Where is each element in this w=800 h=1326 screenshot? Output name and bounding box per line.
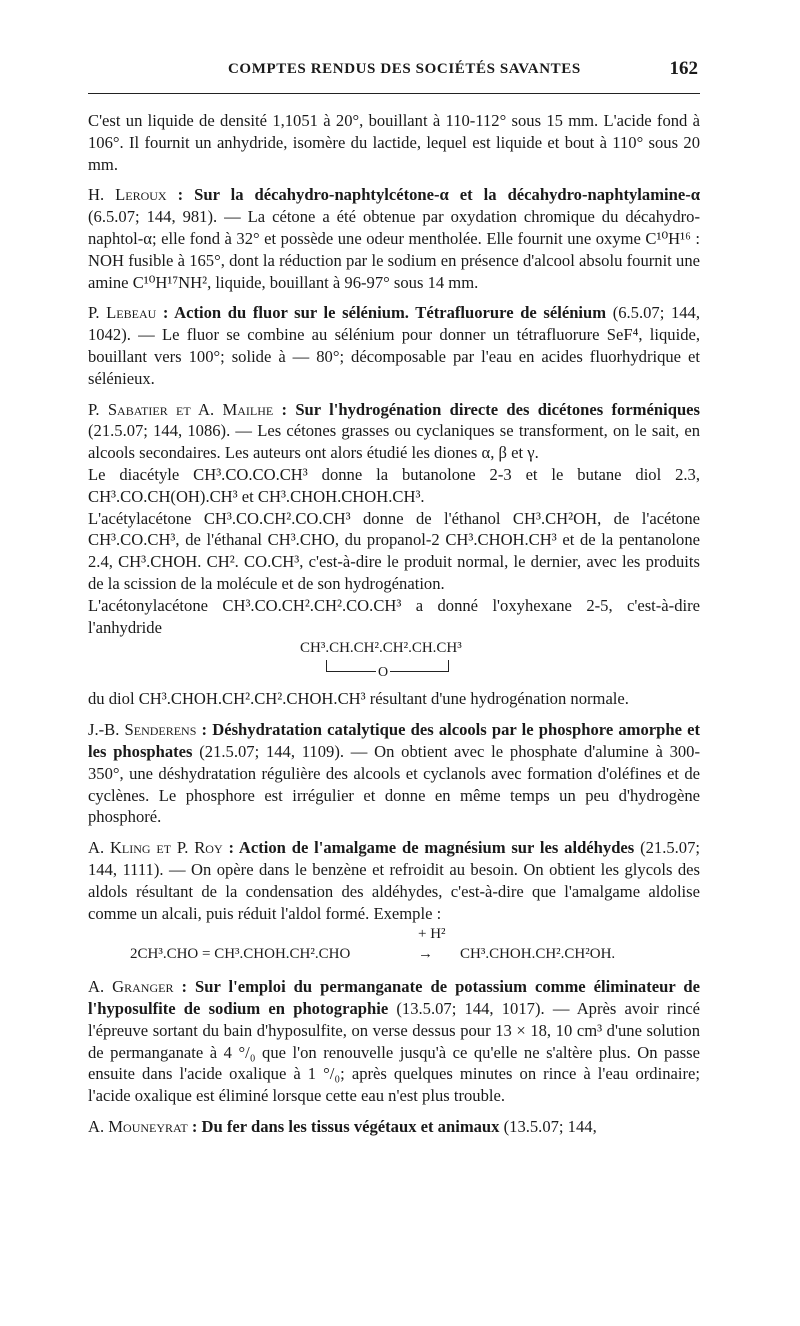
entry-kling-roy xyxy=(88,837,700,924)
entry-text: — La cétone a été obtenue par oxydation chromique du décahydro-naphtol-α; elle fond à 32° et possède une odeur mentholée. Elle fournit une oxyme C¹⁰H¹⁶ : NOH fusible à 165°, dont la réduction par le sodium en présence d'alcool absolu fournit une amine C¹⁰H¹⁷NH², liquide, bouillant à 96-97° sous 14 mm. xyxy=(88,207,700,292)
header-rule xyxy=(88,93,700,94)
page-header xyxy=(88,58,700,84)
entry-title: : Déshydratation catalytique des alcools par le phosphore amorphe et les phosphates xyxy=(88,720,700,761)
entry-author: A. Kling et P. Roy xyxy=(88,838,223,858)
entry-text: — On opère dans le benzène et refroidit au besoin. On obtient les glycols des aldols résultant de la condensation des aldéhydes, c'est-à-dire que l'amalgame aldolise comme un alcali, puis réduit l'aldol formé. Exemple : xyxy=(88,859,700,923)
running-title: COMPTES RENDUS DES SOCIÉTÉS SAVANTES xyxy=(228,61,581,77)
entry-mouneyrat xyxy=(88,1116,700,1138)
entry-leroux xyxy=(88,184,700,293)
entry-ref: (21.5.07; 144, 1086). xyxy=(88,421,231,441)
entry-author: J.-B. Senderens xyxy=(88,720,197,740)
entry-title: : Du fer dans les tissus végétaux et animaux xyxy=(187,1117,500,1137)
entry-text: — On obtient avec le phosphate d'alumine à 300-350°, une déshydratation régulière des alcools et cyclanols avec formation d'oléfines et de cyclènes. Le phosphore est irrégulier et donne en même temps un peu d'hydrogène phosphoré. xyxy=(88,741,700,827)
entry-author: P. Sabatier et A. Mailhe xyxy=(88,399,274,419)
entry-author: A. Granger xyxy=(88,977,174,997)
entry-author: A. Mouneyrat xyxy=(88,1117,188,1137)
page-number: 162 xyxy=(669,58,698,79)
entry-ref: (21.5.07; 144, 1111). xyxy=(88,838,700,879)
reaction-reagent: + H² xyxy=(418,926,446,943)
article-body xyxy=(88,110,700,1147)
entry-author: P. Lebeau xyxy=(88,303,157,323)
entry-text: — Les cétones grasses ou cyclaniques se transforment, on le sait, en alcools secondaires. Les auteurs ont alors étudié les diones α, β et γ. xyxy=(88,421,700,463)
entry-title: : Action du fluor sur le sélénium. Tétrafluorure de sélénium xyxy=(156,303,607,323)
reaction-right: CH³.CHOH.CH².CH²OH. xyxy=(460,946,616,963)
entry-title: : Sur la décahydro-naphtylcétone-α et la décahydro-naphtylamine-α xyxy=(166,185,701,205)
entry-senderens xyxy=(88,719,700,828)
entry-title: : Action de l'amalgame de magnésium sur les aldéhydes xyxy=(222,838,635,858)
anhydride-structure xyxy=(88,638,700,682)
sabatier-paragraph-2: Le diacétyle CH³.CO.CO.CH³ donne la butanolone 2-3 et le butane diol 2.3, CH³.CO.CH(OH).CH³ et CH³.CHOH.CHOH.CH³. xyxy=(88,464,700,506)
entry-ref: (13.5.07; 144, xyxy=(499,1117,597,1137)
reaction-left: 2CH³.CHO = CH³.CHOH.CH².CHO xyxy=(130,946,351,963)
entry-text: — Après avoir rincé l'épreuve sortant du bain d'hyposulfite, on verse dessus pour 13 × 18, 10 cm³ d'une solution de permanganate à 4 °/₀ que l'on renouvelle jusqu'à ce qu'elle ne s'altère plus. On passe ensuite dans l'acide oxalique à 1 °/₀; après quelques minutes on rince à l'eau ordinaire; l'acide oxalique est éliminé lorsque cette eau n'est plus trouble. xyxy=(88,999,700,1106)
structure-chain: CH³.CH.CH².CH².CH.CH³ xyxy=(300,640,462,657)
entry-granger xyxy=(88,976,700,1107)
entry-ref: (6.5.07; 144, 1042). xyxy=(88,303,700,345)
entry-author: H. Leroux xyxy=(88,185,167,205)
entry-lebeau xyxy=(88,302,700,389)
reaction-arrow: → xyxy=(418,946,433,963)
sabatier-paragraph-4: L'acétonylacétone CH³.CO.CH².CH².CO.CH³ a donné l'oxyhexane 2-5, c'est-à-dire l'anhydride xyxy=(88,595,700,637)
entry-title: : Sur l'emploi du permanganate de potassium comme éliminateur de l'hyposulfite de sodium en photographie xyxy=(88,977,700,1019)
entry-ref: (6.5.07; 144, 981). xyxy=(88,207,218,227)
reaction-equation xyxy=(88,924,700,968)
sabatier-paragraph-5: du diol CH³.CHOH.CH².CH².CHOH.CH³ résultant d'une hydrogénation normale. xyxy=(88,689,629,709)
entry-text: — Le fluor se combine au sélénium pour donner un tétrafluorure SeF⁴, liquide, bouillant vers 100°; solide à — 80°; décomposable par l'eau en acides fluorhydrique et sélénieux. xyxy=(88,325,700,388)
sabatier-paragraph-3: L'acétylacétone CH³.CO.CH².CO.CH³ donne de l'éthanol CH³.CH²OH, de l'acétone CH³.CO.CH³, de l'éthanal CH³.CHO, du propanol-2 CH³.CHOH.CH³ et de la pentanolone 2.4, CH³.CHOH. CH². CO.CH³, c'est-à-dire le produit normal, le dernier, avec les produits de la scission de la molécule et de son hydrogénation. xyxy=(88,508,700,593)
structure-oxygen: O xyxy=(376,662,390,684)
entry-sabatier xyxy=(88,399,700,464)
entry-title: : Sur l'hydrogénation directe des dicétones forméniques xyxy=(273,399,700,419)
entry-ref: (13.5.07; 144, 1017). xyxy=(388,999,545,1019)
entry-ref: (21.5.07; 144, 1109). xyxy=(192,741,345,761)
intro-paragraph: C'est un liquide de densité 1,1051 à 20°, bouillant à 110-112° sous 15 mm. L'acide fond à 106°. Il fournit un anhydride, isomère du lactide, lequel est liquide et bout à 110° sous 20 mm. xyxy=(88,111,700,174)
